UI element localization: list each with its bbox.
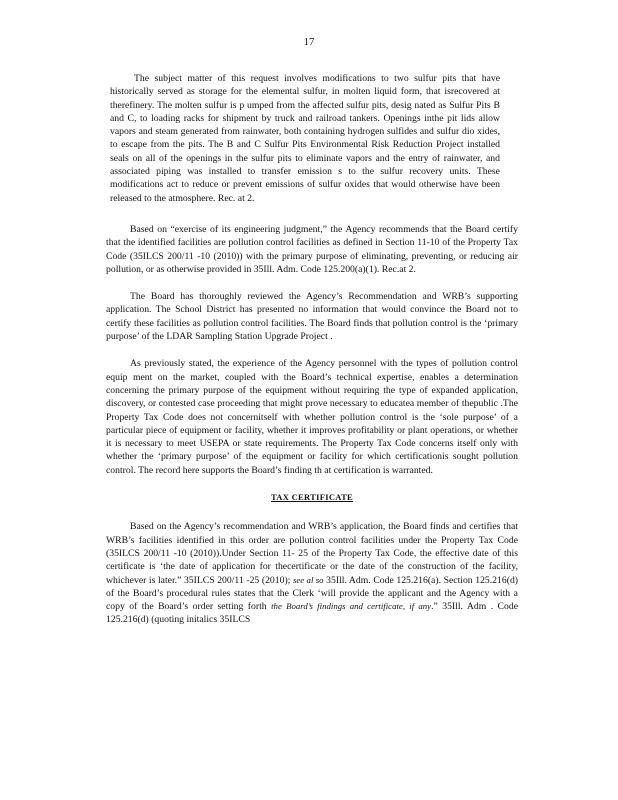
paragraph-tax-certificate <box>106 520 518 626</box>
quoted-italic-text: the Board’s findings and certificate, if any <box>271 601 432 612</box>
paragraph-agency-recommendation: Based on “exercise of its engineering judgment,” the Agency recommends that the Board certify that the identified facilities are pollution control facilities as defined in Section 11-10 of the Property Tax Code (35ILCS 200/11 -10 (2010)) with the primary purpose of eliminating, preventing, or reducing air pollution, or as otherwise provided in 35Ill. Adm. Code 125.200(a)(1). Rec.at 2. <box>106 223 518 275</box>
section-heading-tax-certificate: TAX CERTIFICATE <box>270 492 354 503</box>
document-body <box>106 72 518 641</box>
paragraph-sulfur-pits: The subject matter of this request involves modifications to two sulfur pits that have historically served as storage for the elemental sulfur, in molten liquid form, that isrecovered at therefinery. The molten sulfur is p umped from the affected sulfur pits, desig nated as Sulfur Pits B and C, to loading racks for shipment by truck and railroad tankers. Openings inthe pit lids allow vapors and steam generated from rainwater, both containing hydrogen sulfides and sulfur dio xides, to escape from the pits. The B and C Sulfur Pits Environmental Risk Reduction Project installed seals on all of the openings in the sulfur pits to eliminate vapors and the entry of rainwater, and associated piping was installed to transfer emission s to the sulfur recovery units. These modifications act to reduce or prevent emissions of sulfur oxides that would otherwise have been released to the atmosphere. Rec. at 2. <box>110 73 500 204</box>
paragraph-board-review: The Board has thoroughly reviewed the Agency’s Recommendation and WRB’s supporting application. The School District has presented no information that would convince the Board not to certify these facilities as pollution control facilities. The Board finds that pollution control is the ‘primary purpose’ of the LDAR Sampling Station Upgrade Project . <box>106 291 518 343</box>
page-number: 17 <box>303 36 315 48</box>
paragraph-text: .” 35Ill. Adm . Code 125.216(d) (quoting initalics 35ILCS <box>106 601 519 626</box>
paragraph-text: Based on the Agency’s recommendation and WRB’s application, the Board finds and certifies that WRB’s facilities identified in this order are pollution control facilities under the Property Tax Code (35ILCS 200/11 -10 (2010)).Under Section 11- 25 of the Property Tax Code, the effective date of this certificate is ‘the date of application for thecertificate or the date of the construction of the facility, whichever is later.” 35ILCS 200/11 -25 (2010); <box>106 521 518 586</box>
citation-signal: see al so <box>292 574 324 585</box>
paragraph-text: 35Ill. Adm. Code 125.216(a). Section 125.216(d) of the Board’s procedural rules states that the Clerk ‘will provide the applicant and the Agency with a copy of the Board’s order setting forth <box>106 574 519 613</box>
paragraph-primary-purpose: As previously stated, the experience of the Agency personnel with the types of pollution control equip ment on the market, coupled with the Board’s technical expertise, enables a determination concerning the primary purpose of the equipment without requiring the type of expanded application, discovery, or contested case proceeding that might prove necessary to educatea member of thepublic .The Property Tax Code does not concernitself with whether pollution control is the ‘sole purpose’ of a particular piece of equipment or facility, whether it improves profitability or plant operations, or whether it is necessary to meet USEPA or state requirements. The Property Tax Code concerns itself only with whether the ‘primary purpose’ of the equipment or facility for which certificationis sought pollution control. The record here supports the Board’s finding th at certification is warranted. <box>106 358 518 476</box>
